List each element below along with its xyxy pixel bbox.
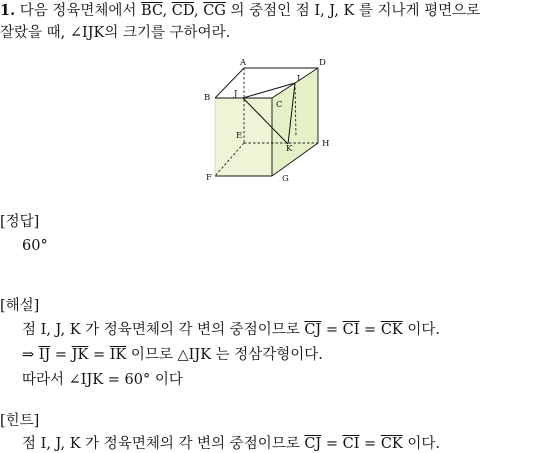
- hint-end: 이다.: [407, 436, 440, 452]
- segment-ck: $\overline{CK}$: [380, 322, 403, 338]
- hint-header: [힌트]: [0, 413, 40, 429]
- segment-cg: $\overline{CG}$: [203, 3, 226, 19]
- cube-figure: [196, 56, 336, 186]
- label-f: F: [206, 173, 212, 183]
- segment-ci: $\overline{CI}$: [342, 322, 360, 338]
- explanation-text-2: 이므로 △IJK 는 정삼각형이다.: [130, 347, 323, 363]
- answer-value: 60°: [22, 238, 48, 254]
- hint-text: 점 I, J, K 가 정육면체의 각 변의 중점이므로: [22, 436, 300, 452]
- answer-header: [정답]: [0, 214, 40, 230]
- label-d: D: [319, 58, 326, 68]
- label-k: K: [286, 144, 293, 154]
- segment-ik: $\overline{IK}$: [109, 347, 127, 363]
- explanation-end-1: 이다.: [407, 322, 440, 338]
- problem-rest: 의 중점인 점 I, J, K 를 지나게 평면으로: [230, 3, 481, 19]
- label-a: A: [240, 58, 247, 68]
- hint-segment-cj: $\overline{CJ}$: [304, 436, 322, 452]
- explanation-line-2: ⇒ $\overline{IJ} = \overline{JK} = \overline{IK}$ 이므로 △IJK 는 정삼각형이다.: [22, 347, 323, 363]
- label-i: I: [297, 74, 301, 84]
- segment-ij: $\overline{IJ}$: [38, 347, 51, 363]
- label-b: B: [204, 93, 211, 103]
- front-face: [215, 98, 272, 176]
- explanation-line-1: 점 I, J, K 가 정육면체의 각 변의 중점이므로 $\overline{CJ} = \overline{CI} = \overline{CK}$ 이다.: [22, 322, 440, 338]
- hint-segment-ci: $\overline{CI}$: [342, 436, 360, 452]
- segment-jk: $\overline{JK}$: [71, 347, 89, 363]
- segment-cd: $\overline{CD}$: [171, 3, 194, 19]
- hint-segment-ck: $\overline{CK}$: [380, 436, 403, 452]
- explanation-header: [해설]: [0, 298, 40, 314]
- label-j: J: [234, 89, 238, 99]
- label-g: G: [282, 174, 289, 184]
- segment-cj: $\overline{CJ}$: [304, 322, 322, 338]
- explanation-line-3: 따라서 ∠IJK = 60° 이다: [22, 372, 183, 388]
- problem-line-2: 잘랐을 때, ∠IJK의 크기를 구하여라.: [0, 25, 231, 41]
- segment-bc: $\overline{BC}$: [141, 3, 163, 19]
- label-h: H: [322, 139, 330, 149]
- label-e: E: [236, 131, 243, 141]
- label-c: C: [276, 100, 283, 110]
- problem-line-1: 1. 다음 정육면체에서 $\overline{BC}$, $\overline{CD}$, $\overline{CG}$ 의 중점인 점 I, J, K 를 지나게 평면으로: [0, 2, 481, 19]
- implies-arrow: ⇒: [22, 347, 35, 363]
- problem-intro: 다음 정육면체에서: [19, 3, 137, 19]
- problem-number: 1.: [0, 2, 16, 19]
- hint-line: 점 I, J, K 가 정육면체의 각 변의 중점이므로 $\overline{CJ} = \overline{CI} = \overline{CK}$ 이다.: [22, 436, 440, 452]
- explanation-text-1: 점 I, J, K 가 정육면체의 각 변의 중점이므로: [22, 322, 300, 338]
